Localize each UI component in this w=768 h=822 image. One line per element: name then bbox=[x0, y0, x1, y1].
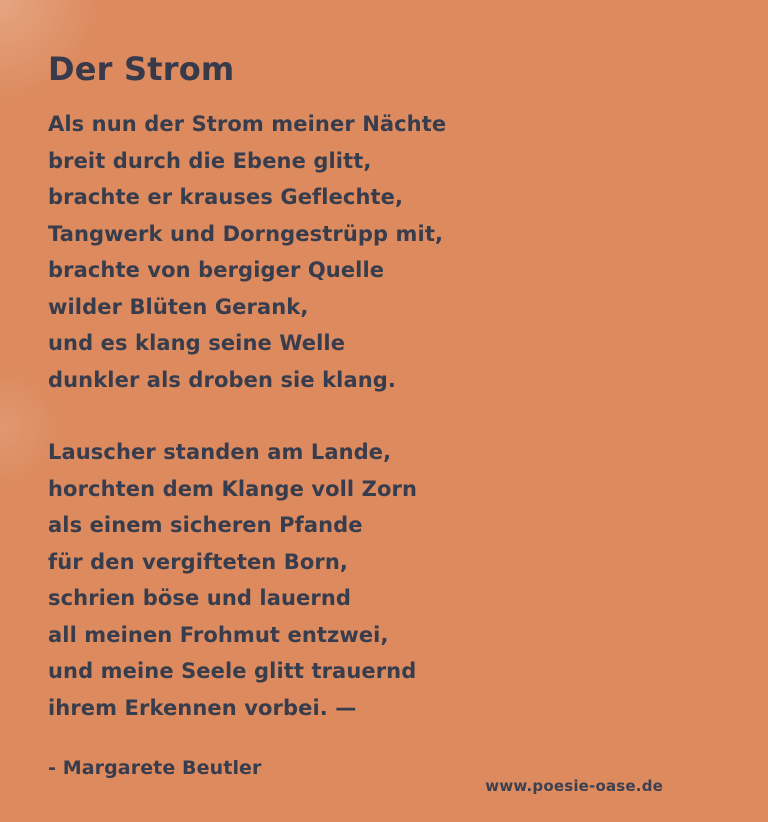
poem-line: Lauscher standen am Lande, bbox=[48, 440, 392, 464]
poem-line: breit durch die Ebene glitt, bbox=[48, 148, 372, 173]
poem-title: Der Strom bbox=[48, 50, 235, 88]
poem-line: Als nun der Strom meiner Nächte bbox=[48, 112, 447, 136]
poem-line: all meinen Frohmut entzwei, bbox=[48, 622, 389, 647]
poem-body bbox=[48, 106, 728, 726]
poem-line: und meine Seele glitt trauernd bbox=[48, 659, 417, 683]
poem-line: brachte von bergiger Quelle bbox=[48, 258, 385, 282]
poem-stanza bbox=[48, 106, 728, 398]
poem-stanza bbox=[48, 434, 728, 726]
poem-line: horchten dem Klange voll Zorn bbox=[48, 476, 418, 501]
poem-line: ihrem Erkennen vorbei. — bbox=[48, 695, 357, 720]
poem-line: brachte er krauses Geflechte, bbox=[48, 185, 404, 209]
poem-author: - Margarete Beutler bbox=[48, 757, 262, 779]
poem-line: schrien böse und lauernd bbox=[48, 586, 352, 610]
poem-line: für den vergifteten Born, bbox=[48, 549, 348, 574]
poem-line: Tangwerk und Dorngestrüpp mit, bbox=[48, 221, 444, 246]
poem-line: und es klang seine Welle bbox=[48, 331, 346, 355]
poem-line: wilder Blüten Gerank, bbox=[48, 294, 309, 319]
poem-line: dunkler als droben sie klang. bbox=[48, 367, 396, 392]
poem-line: als einem sicheren Pfande bbox=[48, 513, 363, 537]
website-watermark: www.poesie-oase.de bbox=[485, 777, 663, 795]
